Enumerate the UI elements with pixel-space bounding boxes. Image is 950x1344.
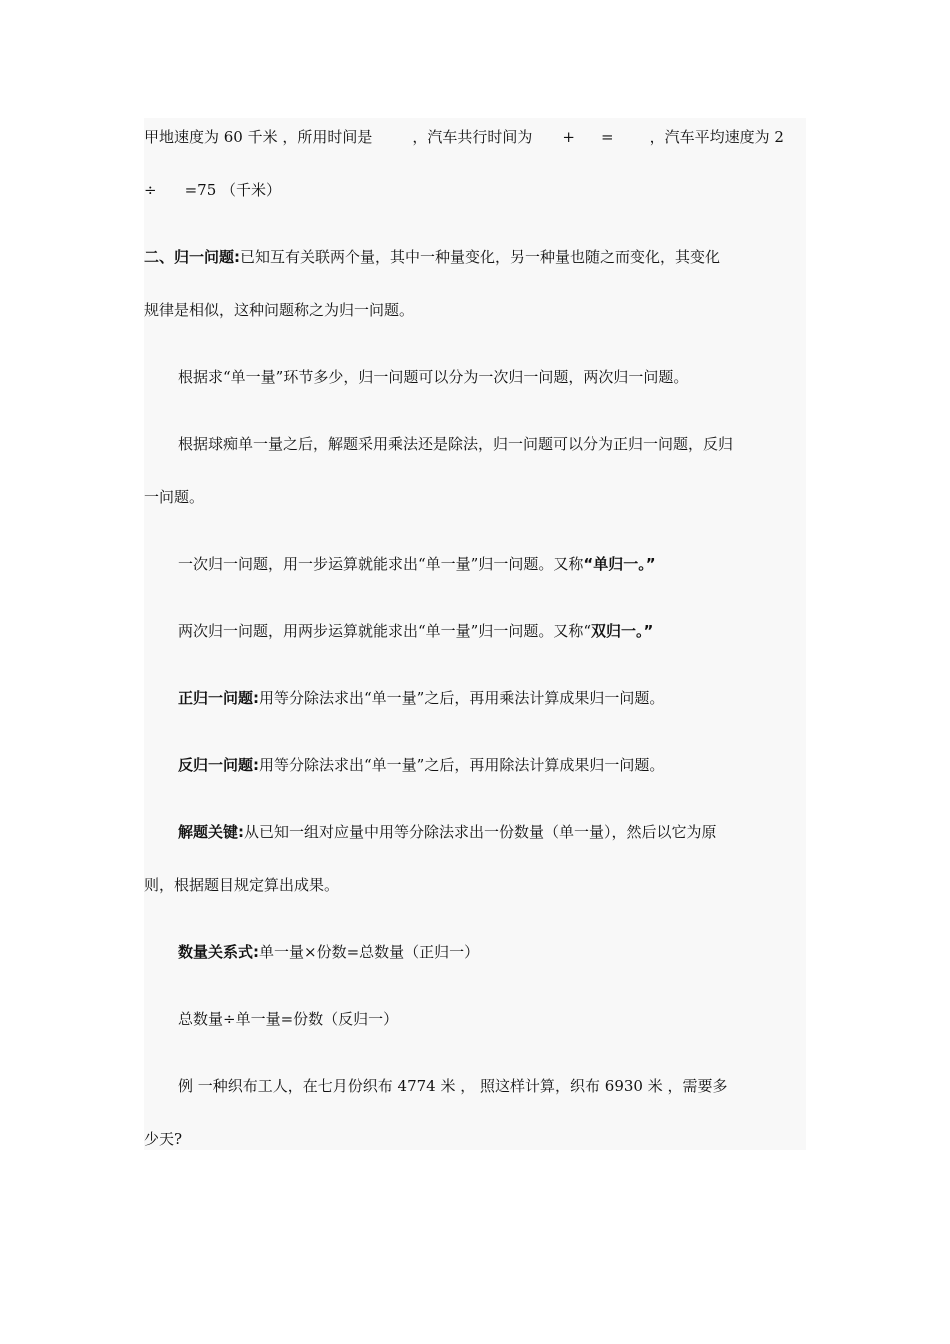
- text-segment: 已知互有关联两个量，其中一种量变化，另一种量也随之而变化，其变化: [240, 248, 721, 266]
- paragraph-reverse-guiyi: [178, 754, 664, 776]
- text-segment: 例 一种织布工人，在七月份织布 4774 米 ， 照这样计算，织布 6930 米 ，需要多: [178, 1077, 728, 1095]
- paragraph-speed-line-1: [144, 126, 784, 148]
- text-segment: +: [562, 128, 575, 146]
- term-bold: “单归一。”: [583, 555, 656, 573]
- paragraph-example-line-2: [144, 1128, 182, 1150]
- term-bold: 正归一问题:: [178, 689, 259, 707]
- text-segment: =: [601, 128, 614, 146]
- paragraph-relation-formula-1: [178, 941, 479, 963]
- paragraph-positive-guiyi: [178, 687, 664, 709]
- text-segment: =75 （千米）: [184, 181, 282, 199]
- text-segment: ÷: [144, 181, 157, 199]
- paragraph-speed-line-2: [144, 179, 281, 201]
- text-segment: 根据球痴单一量之后，解题采用乘法还是除法，归一问题可以分为正归一问题，反归: [178, 435, 734, 453]
- paragraph-example-line-1: [178, 1075, 728, 1097]
- paragraph-relation-formula-2: [178, 1008, 398, 1030]
- text-segment: 甲地速度为 60 千米 ，所用时间是: [144, 128, 373, 146]
- paragraph-double-guiyi: [178, 620, 653, 642]
- text-segment: 两次归一问题，用两步运算就能求出“单一量”归一问题。又称“: [178, 622, 592, 640]
- text-segment: 规律是相似，这种问题称之为归一问题。: [144, 301, 415, 319]
- paragraph-key-line-1: [178, 821, 717, 843]
- text-segment: ，汽车共行时间为: [412, 128, 533, 146]
- paragraph-classification-operation-line-1: [178, 433, 733, 455]
- text-segment: 用等分除法求出“单一量”之后，再用乘法计算成果归一问题。: [259, 689, 665, 707]
- text-segment: 少天?: [144, 1130, 183, 1148]
- text-segment: 根据求“单一量”环节多少，归一问题可以分为一次归一问题，两次归一问题。: [178, 368, 689, 386]
- text-segment: 用等分除法求出“单一量”之后，再用除法计算成果归一问题。: [259, 756, 665, 774]
- term-bold: 双归一。”: [591, 622, 654, 640]
- text-segment: ，汽车平均速度为 2: [649, 128, 784, 146]
- text-segment: 一问题。: [144, 488, 205, 506]
- paragraph-classification-operation-line-2: [144, 486, 204, 508]
- section-heading: 二、归一问题:: [144, 248, 240, 266]
- term-bold: 反归一问题:: [178, 756, 259, 774]
- paragraph-key-line-2: [144, 874, 339, 896]
- paragraph-classification-steps: [178, 366, 688, 388]
- text-segment: 单一量×份数=总数量（正归一）: [259, 943, 480, 961]
- text-segment: 则，根据题目规定算出成果。: [144, 876, 340, 894]
- text-segment: 从已知一组对应量中用等分除法求出一份数量（单一量），然后以它为原: [244, 823, 717, 841]
- document-text-block: [144, 118, 806, 1150]
- paragraph-single-guiyi: [178, 553, 656, 575]
- section-guiyi-line-2: [144, 299, 414, 321]
- text-segment: 总数量÷单一量=份数（反归一）: [178, 1010, 399, 1028]
- section-guiyi-line-1: [144, 246, 720, 268]
- text-segment: 一次归一问题，用一步运算就能求出“单一量”归一问题。又称: [178, 555, 584, 573]
- term-bold: 解题关键:: [178, 823, 244, 841]
- term-bold: 数量关系式:: [178, 943, 259, 961]
